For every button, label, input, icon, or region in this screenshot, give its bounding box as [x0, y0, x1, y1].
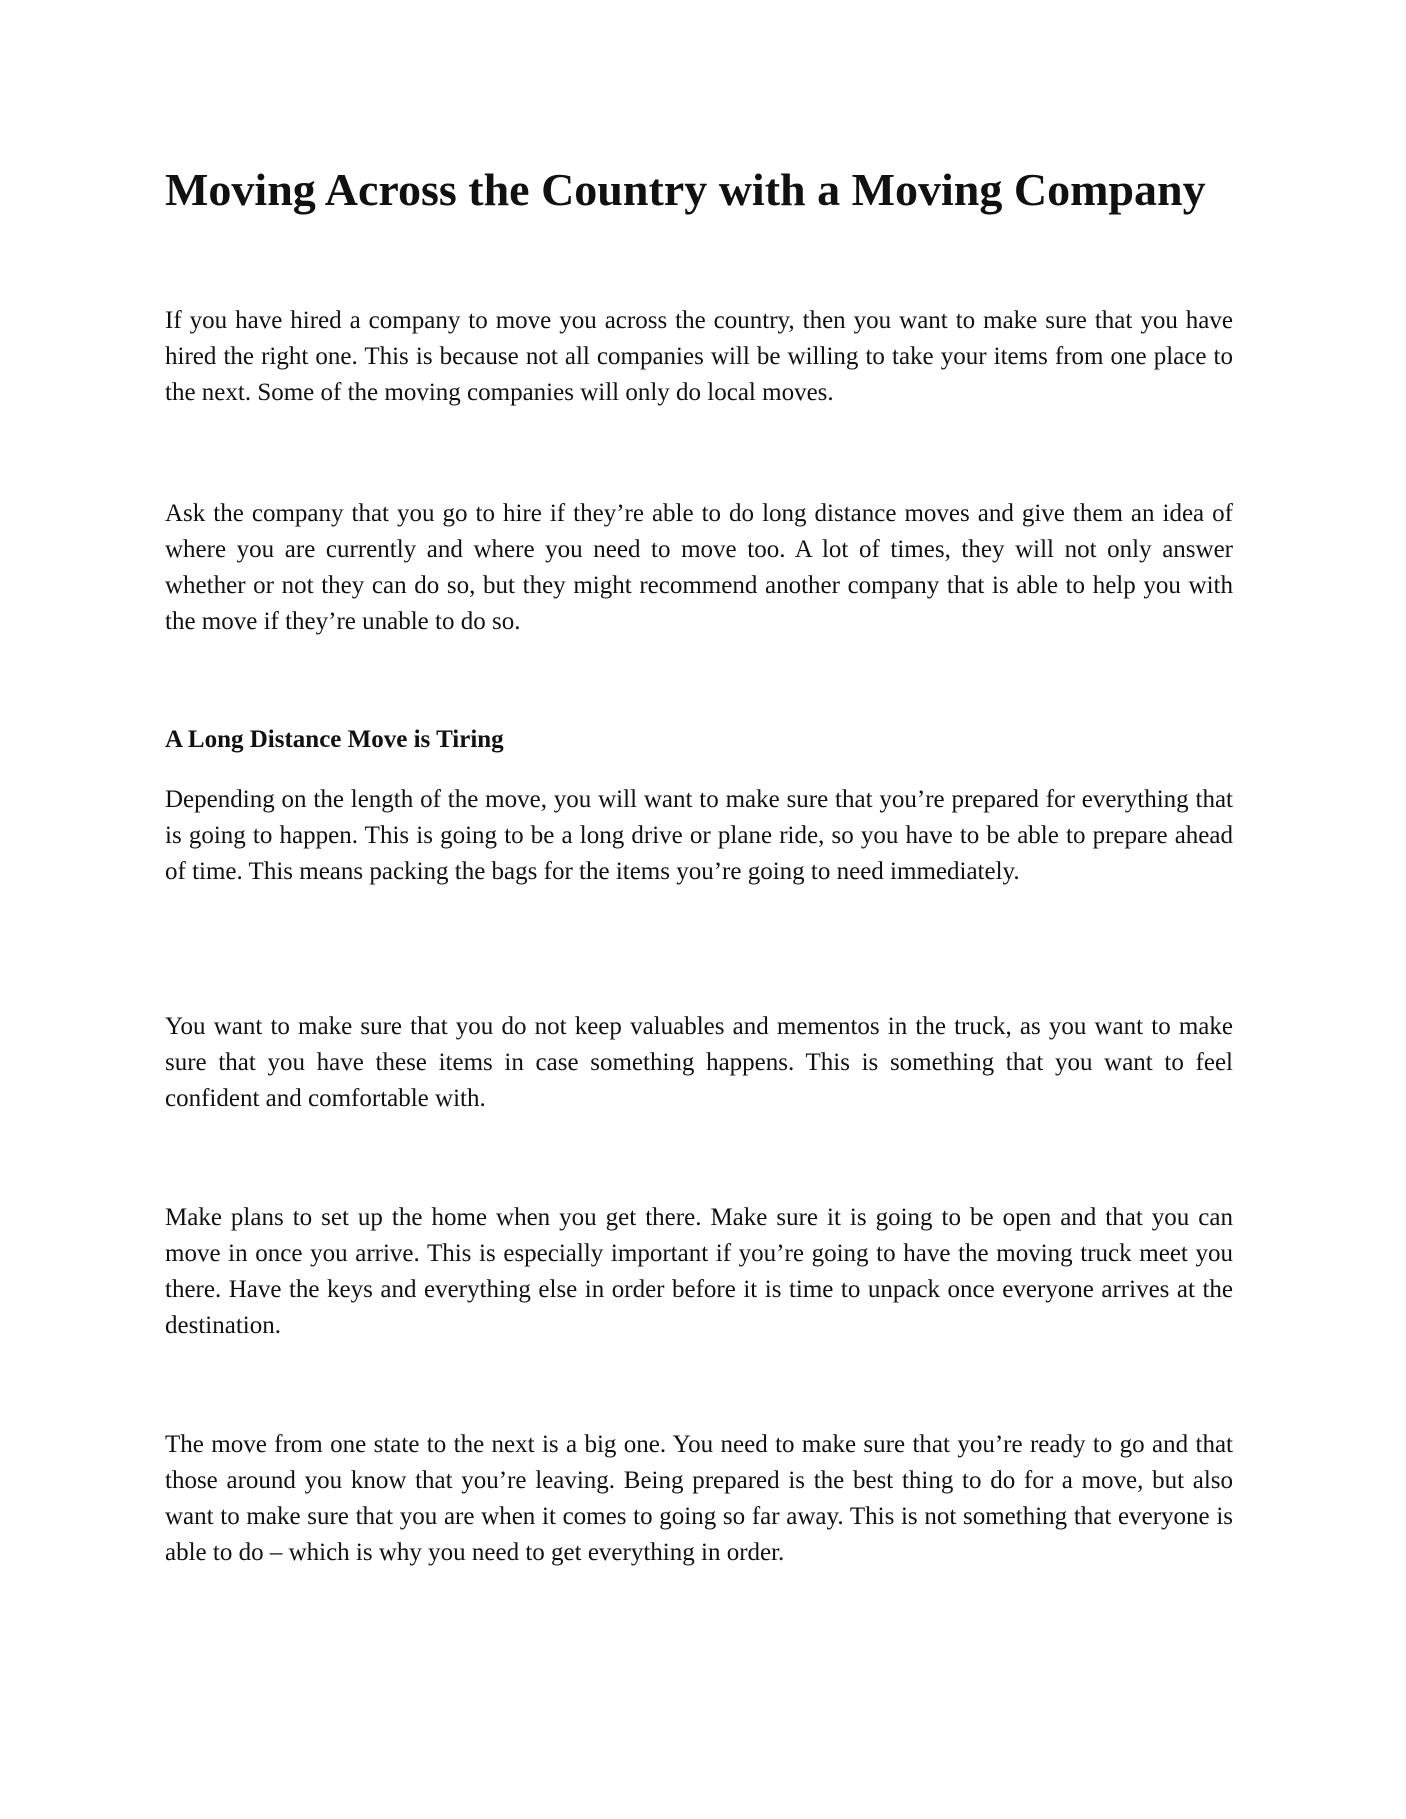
section-paragraph: Depending on the length of the move, you will want to make sure that you’re prepared for everything that is going to happen. This is going to be a long drive or plane ride, so you have to be able to prepare ahead of time. This means packing the bags for the items you’re going to need immediately.	[165, 786, 1233, 885]
section-paragraph: You want to make sure that you do not keep valuables and mementos in the truck, as you want to make sure that you have these items in case something happens. This is something that you want to feel confident and comfortable with.	[165, 1013, 1233, 1112]
section-heading: A Long Distance Move is Tiring	[165, 726, 504, 753]
section-paragraph: Make plans to set up the home when you get there. Make sure it is going to be open and that you can move in once you arrive. This is especially important if you’re going to have the moving truck meet you there. Have the keys and everything else in order before it is time to unpack once everyone arrives at the destination.	[165, 1204, 1233, 1339]
section-paragraph: The move from one state to the next is a big one. You need to make sure that you’re ready to go and that those around you know that you’re leaving. Being prepared is the best thing to do for a move, but also want to make sure that you are when it comes to going so far away. This is not something that everyone is able to do – which is why you need to get everything in order.	[165, 1431, 1233, 1566]
intro-paragraph: If you have hired a company to move you across the country, then you want to make sure that you have hired the right one. This is because not all companies will be willing to take your items from one place to the next. Some of the moving companies will only do local moves.	[165, 307, 1233, 406]
intro-paragraph: Ask the company that you go to hire if they’re able to do long distance moves and give them an idea of where you are currently and where you need to move too. A lot of times, they will not only answer whether or not they can do so, but they might recommend another company that is able to help you with the move if they’re unable to do so.	[165, 500, 1233, 635]
page-title: Moving Across the Country with a Moving Company	[165, 164, 1206, 215]
